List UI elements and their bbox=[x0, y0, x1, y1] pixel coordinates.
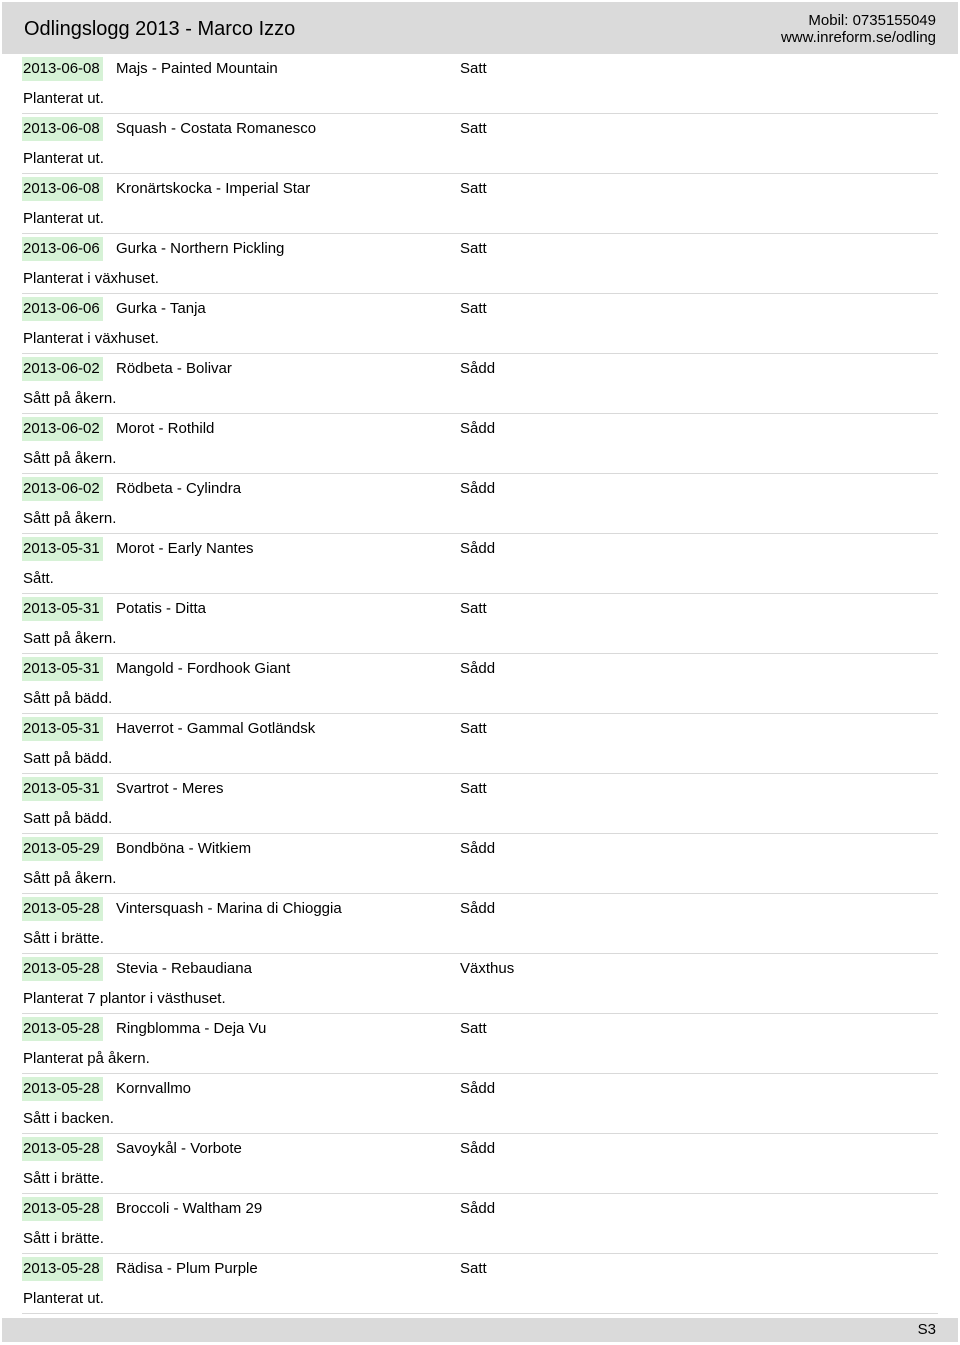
entry-note: Sått på åkern. bbox=[23, 450, 117, 467]
entry-note: Planterat på åkern. bbox=[23, 1050, 150, 1067]
page-number: S3 bbox=[917, 1321, 936, 1338]
log-entry bbox=[22, 354, 938, 414]
entry-date: 2013-05-28 bbox=[22, 1257, 103, 1281]
entry-status: Växthus bbox=[460, 960, 515, 977]
entry-note: Planterat ut. bbox=[23, 90, 104, 107]
page-header bbox=[2, 2, 958, 54]
log-entry bbox=[22, 1074, 938, 1134]
entry-plant: Majs - Painted Mountain bbox=[116, 60, 278, 77]
entry-date: 2013-05-28 bbox=[22, 1137, 103, 1161]
log-entry bbox=[22, 954, 938, 1014]
entry-status: Sådd bbox=[460, 660, 496, 677]
entry-plant: Morot - Rothild bbox=[116, 420, 215, 437]
entry-date: 2013-06-06 bbox=[22, 297, 103, 321]
entry-plant: Potatis - Ditta bbox=[116, 600, 207, 617]
entry-date: 2013-05-28 bbox=[22, 1017, 103, 1041]
entry-plant: Gurka - Tanja bbox=[116, 300, 206, 317]
entry-status: Satt bbox=[460, 780, 487, 797]
entry-plant: Stevia - Rebaudiana bbox=[116, 960, 252, 977]
entry-note: Planterat ut. bbox=[23, 210, 104, 227]
entry-plant: Kornvallmo bbox=[116, 1080, 192, 1097]
log-entry bbox=[22, 294, 938, 354]
entry-date: 2013-05-31 bbox=[22, 717, 103, 741]
entry-status: Satt bbox=[460, 60, 487, 77]
entry-date: 2013-05-28 bbox=[22, 1077, 103, 1101]
log-entry bbox=[22, 834, 938, 894]
entry-date: 2013-05-31 bbox=[22, 537, 103, 561]
entry-note: Sått i brätte. bbox=[23, 1170, 104, 1187]
entry-status: Sådd bbox=[460, 900, 496, 917]
entry-status: Sådd bbox=[460, 360, 496, 377]
entry-plant: Squash - Costata Romanesco bbox=[116, 120, 317, 137]
entry-note: Sått på åkern. bbox=[23, 390, 117, 407]
log-entry bbox=[22, 234, 938, 294]
entry-status: Satt bbox=[460, 240, 487, 257]
log-entry bbox=[22, 1014, 938, 1074]
log-entry bbox=[22, 894, 938, 954]
entry-note: Sått i backen. bbox=[23, 1110, 114, 1127]
entry-plant: Haverrot - Gammal Gotländsk bbox=[116, 720, 316, 737]
entry-note: Sått i brätte. bbox=[23, 1230, 104, 1247]
entry-note: Sått på åkern. bbox=[23, 510, 117, 527]
entry-status: Satt bbox=[460, 1020, 487, 1037]
entry-status: Sådd bbox=[460, 1080, 496, 1097]
entry-note: Planterat i växhuset. bbox=[23, 270, 159, 287]
entry-plant: Vintersquash - Marina di Chioggia bbox=[116, 900, 342, 917]
log-entry bbox=[22, 114, 938, 174]
log-entry bbox=[22, 774, 938, 834]
entry-plant: Mangold - Fordhook Giant bbox=[116, 660, 291, 677]
entry-note: Planterat ut. bbox=[23, 1290, 104, 1307]
page-footer bbox=[2, 1318, 958, 1342]
entry-date: 2013-06-08 bbox=[22, 177, 103, 201]
log-entry bbox=[22, 414, 938, 474]
log-entry bbox=[22, 594, 938, 654]
entry-plant: Gurka - Northern Pickling bbox=[116, 240, 285, 257]
entry-date: 2013-05-28 bbox=[22, 897, 103, 921]
entry-status: Sådd bbox=[460, 1140, 496, 1157]
log-entry bbox=[22, 174, 938, 234]
entry-plant: Rädisa - Plum Purple bbox=[116, 1260, 258, 1277]
entry-note: Sått. bbox=[23, 570, 54, 587]
entry-plant: Broccoli - Waltham 29 bbox=[116, 1200, 263, 1217]
entry-note: Planterat 7 plantor i västhuset. bbox=[23, 990, 226, 1007]
entry-date: 2013-06-02 bbox=[22, 357, 103, 381]
entry-plant: Rödbeta - Cylindra bbox=[116, 480, 242, 497]
contact-info bbox=[781, 12, 936, 46]
entry-date: 2013-05-31 bbox=[22, 597, 103, 621]
log-entries bbox=[22, 54, 938, 1314]
entry-date: 2013-06-02 bbox=[22, 417, 103, 441]
log-entry bbox=[22, 54, 938, 114]
log-entry bbox=[22, 1254, 938, 1314]
entry-note: Sått i brätte. bbox=[23, 930, 104, 947]
entry-date: 2013-05-29 bbox=[22, 837, 103, 861]
entry-status: Satt bbox=[460, 600, 487, 617]
entry-date: 2013-06-02 bbox=[22, 477, 103, 501]
entry-note: Sått på åkern. bbox=[23, 870, 117, 887]
entry-plant: Bondböna - Witkiem bbox=[116, 840, 252, 857]
website-link[interactable]: www.inreform.se/odling bbox=[780, 29, 936, 46]
entry-status: Satt bbox=[460, 120, 487, 137]
entry-plant: Savoykål - Vorbote bbox=[116, 1140, 242, 1157]
entry-note: Planterat ut. bbox=[23, 150, 104, 167]
entry-status: Sådd bbox=[460, 1200, 496, 1217]
entry-status: Sådd bbox=[460, 420, 496, 437]
log-entry bbox=[22, 654, 938, 714]
log-entry bbox=[22, 714, 938, 774]
page-title: Odlingslogg 2013 - Marco Izzo bbox=[24, 18, 296, 40]
entry-date: 2013-05-31 bbox=[22, 777, 103, 801]
log-entry bbox=[22, 474, 938, 534]
entry-note: Satt på bädd. bbox=[23, 750, 113, 767]
entry-plant: Rödbeta - Bolivar bbox=[116, 360, 232, 377]
entry-date: 2013-05-31 bbox=[22, 657, 103, 681]
entry-status: Satt bbox=[460, 300, 487, 317]
entry-status: Satt bbox=[460, 1260, 487, 1277]
entry-note: Planterat i växhuset. bbox=[23, 330, 159, 347]
entry-plant: Morot - Early Nantes bbox=[116, 540, 254, 557]
entry-status: Sådd bbox=[460, 540, 496, 557]
entry-note: Satt på bädd. bbox=[23, 810, 113, 827]
entry-status: Sådd bbox=[460, 840, 496, 857]
entry-note: Sått på bädd. bbox=[23, 690, 113, 707]
entry-date: 2013-06-06 bbox=[22, 237, 103, 261]
log-entry bbox=[22, 1134, 938, 1194]
entry-plant: Kronärtskocka - Imperial Star bbox=[116, 180, 311, 197]
log-entry bbox=[22, 534, 938, 594]
entry-note: Satt på åkern. bbox=[23, 630, 117, 647]
entry-plant: Svartrot - Meres bbox=[116, 780, 224, 797]
phone-number: Mobil: 0735155049 bbox=[808, 12, 936, 29]
entry-status: Satt bbox=[460, 180, 487, 197]
entry-status: Sådd bbox=[460, 480, 496, 497]
entry-plant: Ringblomma - Deja Vu bbox=[116, 1020, 267, 1037]
log-entry bbox=[22, 1194, 938, 1254]
entry-date: 2013-06-08 bbox=[22, 117, 103, 141]
entry-date: 2013-05-28 bbox=[22, 957, 103, 981]
entry-status: Satt bbox=[460, 720, 487, 737]
entry-date: 2013-06-08 bbox=[22, 57, 103, 81]
entry-date: 2013-05-28 bbox=[22, 1197, 103, 1221]
